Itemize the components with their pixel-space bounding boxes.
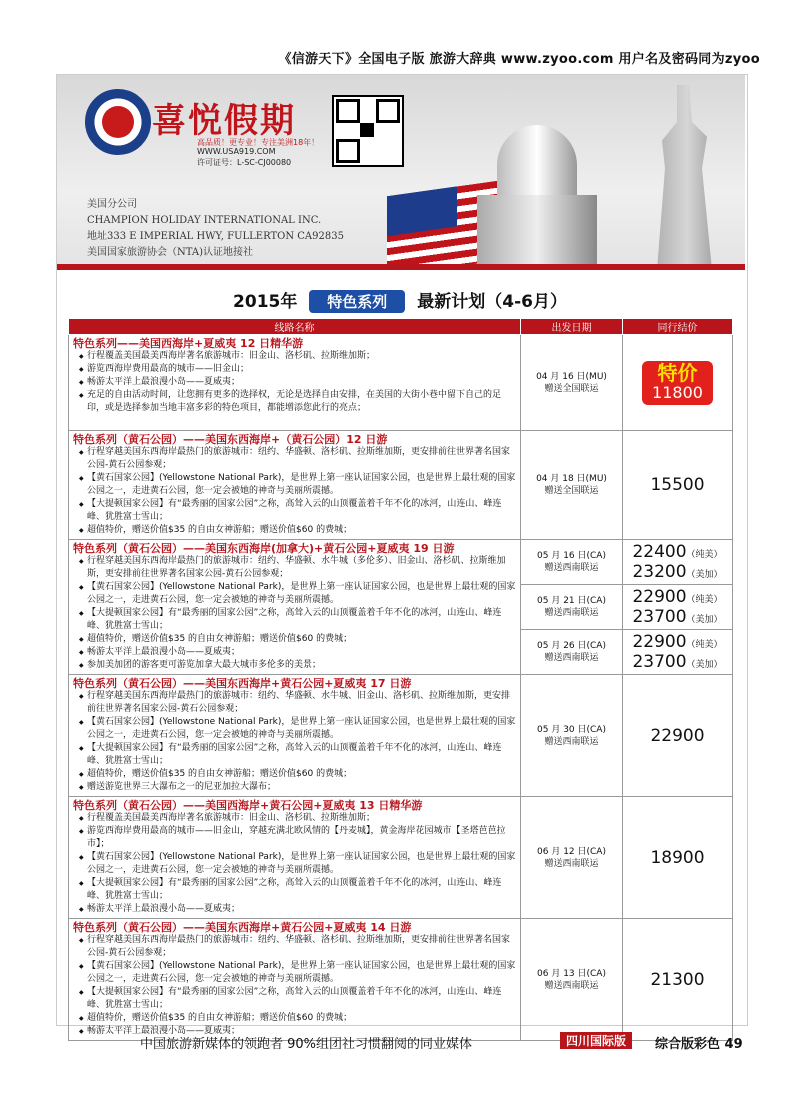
route-title: 特色系列（黄石公园）——美国东西海岸+黄石公园+夏威夷 14 日游: [73, 921, 412, 934]
list-item: ◆ 【黄石国家公园】(Yellowstone National Park)，是世界上第一座认证国家公园，也是世界上最壮观的国家公园之一，走进黄石公园，您一定会被她的神奇与美丽所震撼。: [79, 851, 516, 877]
company-info: [87, 197, 344, 261]
company-address: 地址333 E IMPERIAL HWY, FULLERTON CA92835: [87, 231, 344, 242]
list-item: ◆ 【大提顿国家公园】有“最秀丽的国家公园”之称，高耸入云的山顶覆盖着千年不化的冰河，山连山、峰连峰、犹胜富士雪山；: [79, 877, 516, 903]
list-item: ◆ 游览西海岸费用最高的城市——旧金山，穿越充满北欧风情的【丹麦城】，黄金海岸花园城市【圣塔芭芭拉市】；: [79, 825, 516, 851]
list-item: ◆ 【大提顿国家公园】有“最秀丽的国家公园”之称，高耸入云的山顶覆盖着千年不化的冰河，山连山、峰连峰、犹胜富士雪山；: [79, 607, 516, 633]
list-item: ◆ 【大提顿国家公园】有“最秀丽的国家公园”之称，高耸入云的山顶覆盖着千年不化的冰河，山连山、峰连峰、犹胜富士雪山；: [79, 986, 516, 1012]
table-row: [69, 797, 733, 919]
list-item: ◆ 赠送游览世界三大瀑布之一的尼亚加拉大瀑布；: [79, 781, 516, 794]
section-heading: [0, 287, 800, 313]
col-header-route: 线路名称: [69, 319, 521, 335]
table-row: [69, 335, 733, 431]
price-cell: 22900: [623, 675, 733, 797]
route-description: [69, 431, 521, 540]
price-cell: 15500: [623, 431, 733, 540]
champion-logo-icon: [85, 89, 151, 155]
price-cell: 21300: [623, 919, 733, 1041]
list-item: ◆ 畅游太平洋上最浪漫小岛——夏威夷；: [79, 903, 516, 916]
list-item: ◆ 行程穿越美国东西海岸最热门的旅游城市：纽约、华盛顿、水牛城（多伦多）、旧金山、洛杉矶、拉斯维加斯，更安排前往世界著名国家公园-黄石公园参观；: [79, 555, 516, 581]
departure-date: 04 月 16 日(MU) 赠送全国联运: [521, 335, 623, 431]
list-item: ◆ 充足的自由活动时间，让您拥有更多的选择权，无论是选择自由安排，在美国的大街小巷中留下自己的足印，或是选择参加当地丰富多彩的特色项目，都能增添您此行的亮点；: [79, 389, 516, 415]
route-title: 特色系列（黄石公园）——美国东西海岸(加拿大)+黄石公园+夏威夷 19 日游: [73, 542, 455, 555]
list-item: ◆ 超值特价，赠送价值$35 的自由女神游船；赠送价值$60 的费城；: [79, 1012, 516, 1025]
heading-series-pill: 特色系列: [309, 290, 405, 313]
price-cell: 22900（纯美） 23700（美加）: [623, 585, 733, 630]
price-cell: [623, 335, 733, 431]
route-title: 特色系列（黄石公园）——美国东西海岸+黄石公园+夏威夷 17 日游: [73, 677, 412, 690]
departure-date: 04 月 18 日(MU) 赠送全国联运: [521, 431, 623, 540]
price-cell: 22400（纯美） 23200（美加）: [623, 540, 733, 585]
table-row: [69, 919, 733, 1041]
departure-date: 06 月 12 日(CA) 赠送西南联运: [521, 797, 623, 919]
list-item: ◆ 【大提顿国家公园】有“最秀丽的国家公园”之称，高耸入云的山顶覆盖着千年不化的冰河，山连山、峰连峰、犹胜富士雪山；: [79, 742, 516, 768]
table-row: [69, 675, 733, 797]
list-item: ◆ 畅游太平洋上最浪漫小岛——夏威夷；: [79, 646, 516, 659]
list-item: ◆ 行程穿越美国东西海岸最热门的旅游城市：纽约、华盛顿、水牛城、旧金山、洛杉矶、拉斯维加斯，更安排前往世界著名国家公园-黄石公园参观；: [79, 690, 516, 716]
license-number: 许可证号：L-SC-CJ00080: [197, 158, 292, 167]
departure-date: 06 月 13 日(CA) 赠送西南联运: [521, 919, 623, 1041]
footer-slogan: 中国旅游新媒体的领跑者 90%组团社习惯翻阅的同业媒体: [140, 1037, 473, 1052]
list-item: ◆ 超值特价，赠送价值$35 的自由女神游船；赠送价值$60 的费城；: [79, 524, 516, 537]
edition-badge: 四川国际版: [560, 1032, 632, 1049]
price-cell: 18900: [623, 797, 733, 919]
list-item: ◆ 【大提顿国家公园】有“最秀丽的国家公园”之称，高耸入云的山顶覆盖着千年不化的冰河，山连山、峰连峰、犹胜富士雪山；: [79, 498, 516, 524]
list-item: ◆ 【黄石国家公园】(Yellowstone National Park)，是世界上第一座认证国家公园，也是世界上最壮观的国家公园之一，走进黄石公园，您一定会被她的神奇与美丽所震撼。: [79, 472, 516, 498]
departure-date: 05 月 21 日(CA) 赠送西南联运: [521, 585, 623, 630]
capitol-dome-icon: [477, 95, 597, 265]
list-item: ◆ 【黄石国家公园】(Yellowstone National Park)，是世界上第一座认证国家公园，也是世界上最壮观的国家公园之一，走进黄石公园，您一定会被她的神奇与美丽所震撼。: [79, 960, 516, 986]
special-price-badge: 特价 11800: [642, 361, 713, 405]
route-description: [69, 919, 521, 1041]
list-item: ◆ 参加美加团的游客更可游览加拿大最大城市多伦多的美景；: [79, 659, 516, 672]
route-title: 特色系列——美国西海岸+夏威夷 12 日精华游: [73, 337, 304, 350]
route-description: [69, 675, 521, 797]
header-banner: [57, 75, 745, 270]
route-title: 特色系列（黄石公园）——美国西海岸+黄石公园+夏威夷 13 日精华游: [73, 799, 423, 812]
list-item: ◆ 畅游太平洋上最浪漫小岛——夏威夷；: [79, 1025, 516, 1038]
list-item: ◆ 行程覆盖美国最美西海岸著名旅游城市：旧金山、洛杉矶、拉斯维加斯；: [79, 812, 516, 825]
brand-website: WWW.USA919.COM: [197, 147, 276, 156]
list-item: ◆ 【黄石国家公园】(Yellowstone National Park)，是世界上第一座认证国家公园，也是世界上最壮观的国家公园之一，走进黄石公园，您一定会被她的神奇与美丽所震撼。: [79, 716, 516, 742]
page-section-number: 综合版彩色 49: [655, 1037, 743, 1052]
list-item: ◆ 游览西海岸费用最高的城市——旧金山；: [79, 363, 516, 376]
heading-year: 2015年: [233, 292, 298, 312]
route-description: [69, 335, 521, 431]
table-row: [69, 431, 733, 540]
list-item: ◆ 行程穿越美国东西海岸最热门的旅游城市：纽约、华盛顿、洛杉矶、拉斯维加斯，更安排前往世界著名国家公园-黄石公园参观；: [79, 934, 516, 960]
route-title: 特色系列（黄石公园）——美国东西海岸+（黄石公园）12 日游: [73, 433, 388, 446]
col-header-price: 同行结价: [623, 319, 733, 335]
publication-bar: 《信游天下》全国电子版 旅游大辞典 www.zyoo.com 用户名及密码同为zyoo: [278, 52, 760, 67]
list-item: ◆ 超值特价，赠送价值$35 的自由女神游船；赠送价值$60 的费城；: [79, 768, 516, 781]
statue-of-liberty-icon: [637, 85, 737, 270]
banner-divider: [57, 264, 745, 270]
route-description: [69, 797, 521, 919]
heading-rest: 最新计划（4-6月）: [417, 292, 567, 312]
table-row: [69, 540, 733, 585]
company-name-en: CHAMPION HOLIDAY INTERNATIONAL INC.: [87, 215, 322, 226]
list-item: ◆ 行程覆盖美国最美西海岸著名旅游城市：旧金山、洛杉矶、拉斯维加斯；: [79, 350, 516, 363]
list-item: ◆ 【黄石国家公园】(Yellowstone National Park)，是世界上第一座认证国家公园，也是世界上最壮观的国家公园之一，走进黄石公园，您一定会被她的神奇与美丽所震撼。: [79, 581, 516, 607]
qr-code-icon: [332, 95, 404, 167]
list-item: ◆ 超值特价，赠送价值$35 的自由女神游船；赠送价值$60 的费城；: [79, 633, 516, 646]
route-table: [68, 318, 733, 1041]
departure-date: 05 月 26 日(CA) 赠送西南联运: [521, 630, 623, 675]
branch-label: 美国分公司: [87, 199, 137, 210]
list-item: ◆ 畅游太平洋上最浪漫小岛——夏威夷；: [79, 376, 516, 389]
route-description: [69, 540, 521, 675]
list-item: ◆ 行程穿越美国东西海岸最热门的旅游城市：纽约、华盛顿、洛杉矶、拉斯维加斯，更安排前往世界著名国家公园-黄石公园参观；: [79, 446, 516, 472]
departure-date: 05 月 30 日(CA) 赠送西南联运: [521, 675, 623, 797]
col-header-date: 出发日期: [521, 319, 623, 335]
departure-date: 05 月 16 日(CA) 赠送西南联运: [521, 540, 623, 585]
nta-certification: 美国国家旅游协会（NTA)认证地接社: [87, 247, 253, 258]
price-cell: 22900（纯美） 23700（美加）: [623, 630, 733, 675]
table-header-row: [69, 319, 733, 335]
brand-tagline: 高品质！更专业！专注美洲18年！: [197, 138, 320, 147]
brand-name: 喜悦假期: [152, 101, 296, 141]
